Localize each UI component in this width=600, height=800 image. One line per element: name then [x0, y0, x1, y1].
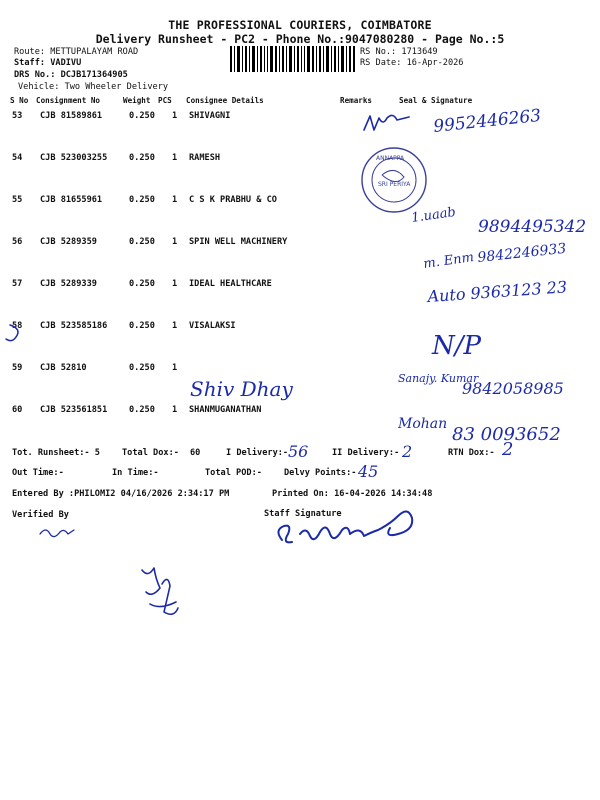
row-sno: 55	[12, 195, 23, 205]
col-remarks: Remarks	[340, 96, 373, 105]
col-weight: Weight	[123, 96, 151, 105]
total-pod-label: Total POD:-	[205, 468, 262, 478]
ii-delivery-label: II Delivery:-	[332, 448, 400, 458]
staff-signature-label: Staff Signature	[264, 509, 342, 519]
col-seal-signature: Seal & Signature	[399, 96, 473, 105]
handwritten-name-r59: Shiv Dhay	[190, 377, 293, 401]
delvy-points-hw	[356, 460, 386, 482]
row-sno: 58	[12, 321, 23, 331]
handwritten-note-r55: 1.uaab	[410, 204, 457, 226]
handwritten-phone-r56b: 9842246933	[476, 240, 568, 266]
rs-number: RS No.: 1713649	[360, 47, 438, 57]
entered-by: Entered By :PHILOMI2 04/16/2026 2:34:17 PM	[12, 489, 230, 499]
route-label: Route: METTUPALAYAM ROAD	[14, 47, 139, 57]
handwritten-name-r60: Mohan	[398, 416, 448, 432]
handwritten-np-r58: N/P	[432, 331, 482, 361]
rs-date: RS Date: 16-Apr-2026	[360, 58, 464, 68]
row-consignee: VISALAKSI	[189, 321, 236, 331]
handwritten-phone-r53: 9952446263	[432, 105, 543, 137]
runsheet-subtitle: Delivery Runsheet - PC2 - Phone No.:9047080280 - Page No.:5	[95, 32, 505, 46]
i-delivery-label: I Delivery:-	[226, 448, 289, 458]
row-consignee: IDEAL HEALTHCARE	[189, 279, 272, 289]
ii-delivery-value: 2	[402, 442, 413, 461]
row-weight: 0.250	[129, 111, 155, 121]
row-sno: 59	[12, 363, 23, 373]
row-pcs: 1	[172, 195, 178, 205]
col-consignment: Consignment No	[36, 96, 101, 105]
row-consignment: CJB 81655961	[40, 195, 103, 205]
row-consignee: SHANMUGANATHAN	[189, 405, 262, 415]
total-dox-label: Total Dox:-	[122, 448, 179, 458]
row-weight: 0.250	[129, 237, 155, 247]
row-weight: 0.250	[129, 279, 155, 289]
rtn-dox-value: 2	[502, 439, 514, 460]
handwritten-phone-r57: Auto 9363123 23	[426, 277, 568, 306]
row-pcs: 1	[172, 279, 178, 289]
staff-label: Staff: VADIVU	[14, 58, 82, 68]
row-pcs: 1	[172, 111, 178, 121]
handwritten-phone-r60: 83 0093652	[452, 424, 561, 445]
row-consignee: SPIN WELL MACHINERY	[189, 237, 288, 247]
row-consignment: CJB 5289359	[40, 237, 97, 247]
delvy-points-label: Delvy Points:-	[284, 468, 357, 478]
col-consignee: Consignee Details	[186, 96, 264, 105]
ii-delivery-hw	[400, 440, 420, 462]
row-consignee: SHIVAGNI	[189, 111, 231, 121]
company-title: THE PROFESSIONAL COURIERS, COIMBATORE	[168, 18, 432, 32]
row-sno: 57	[12, 279, 23, 289]
row-pcs: 1	[172, 363, 178, 373]
i-delivery-value: 56	[288, 442, 309, 461]
row-pcs: 1	[172, 321, 178, 331]
row-pcs: 1	[172, 405, 178, 415]
row-sno: 53	[12, 111, 23, 121]
row-consignment: CJB 52810	[40, 363, 87, 373]
total-runsheet: Tot. Runsheet:- 5	[12, 448, 100, 458]
row-weight: 0.250	[129, 405, 155, 415]
signature-r53	[364, 115, 409, 130]
delvy-points-value: 45	[358, 462, 379, 481]
rtn-dox-label: RTN Dox:-	[448, 448, 495, 458]
verifier-signature-ink	[40, 530, 74, 537]
rtn-dox-hw	[500, 438, 520, 460]
tick-mark-r58	[6, 325, 18, 341]
row-pcs: 1	[172, 153, 178, 163]
col-sno: S No	[10, 96, 29, 105]
in-time-label: In Time:-	[112, 468, 159, 478]
handwritten-contact-r59: Sanajy. Kumar	[398, 372, 479, 385]
row-pcs: 1	[172, 237, 178, 247]
row-sno: 60	[12, 405, 23, 415]
row-consignee: C S K PRABHU & CO	[189, 195, 277, 205]
stamp-text: ANNAPPA	[376, 155, 405, 162]
handwritten-name-r56: m. Enm	[422, 250, 475, 272]
row-weight: 0.250	[129, 321, 155, 331]
seal-stamp	[362, 148, 426, 212]
extra-signature-ink	[142, 568, 178, 614]
row-consignment: CJB 523561851	[40, 405, 108, 415]
row-consignment: CJB 5289339	[40, 279, 97, 289]
out-time-label: Out Time:-	[12, 468, 64, 478]
handwritten-phone-r56: 9894495342	[478, 217, 587, 237]
row-weight: 0.250	[129, 363, 155, 373]
row-weight: 0.250	[129, 153, 155, 163]
row-weight: 0.250	[129, 195, 155, 205]
printed-on: Printed On: 16-04-2026 14:34:48	[272, 489, 433, 499]
row-consignment: CJB 523585186	[40, 321, 108, 331]
row-consignment: CJB 81589861	[40, 111, 103, 121]
row-consignment: CJB 523003255	[40, 153, 108, 163]
verified-by-label: Verified By	[12, 510, 69, 520]
vehicle-label: Vehicle: Two Wheeler Delivery	[18, 82, 169, 92]
row-consignee: RAMESH	[189, 153, 221, 163]
i-delivery-hw	[286, 440, 316, 462]
total-dox-value: 60	[190, 448, 201, 458]
handwritten-phone-r59: 9842058985	[462, 379, 564, 398]
stamp-inner: SRI PERIYA	[378, 181, 411, 188]
drs-number: DRS No.: DCJB171364905	[14, 70, 128, 80]
row-sno: 56	[12, 237, 23, 247]
row-sno: 54	[12, 153, 23, 163]
col-pcs: PCS	[158, 96, 172, 105]
